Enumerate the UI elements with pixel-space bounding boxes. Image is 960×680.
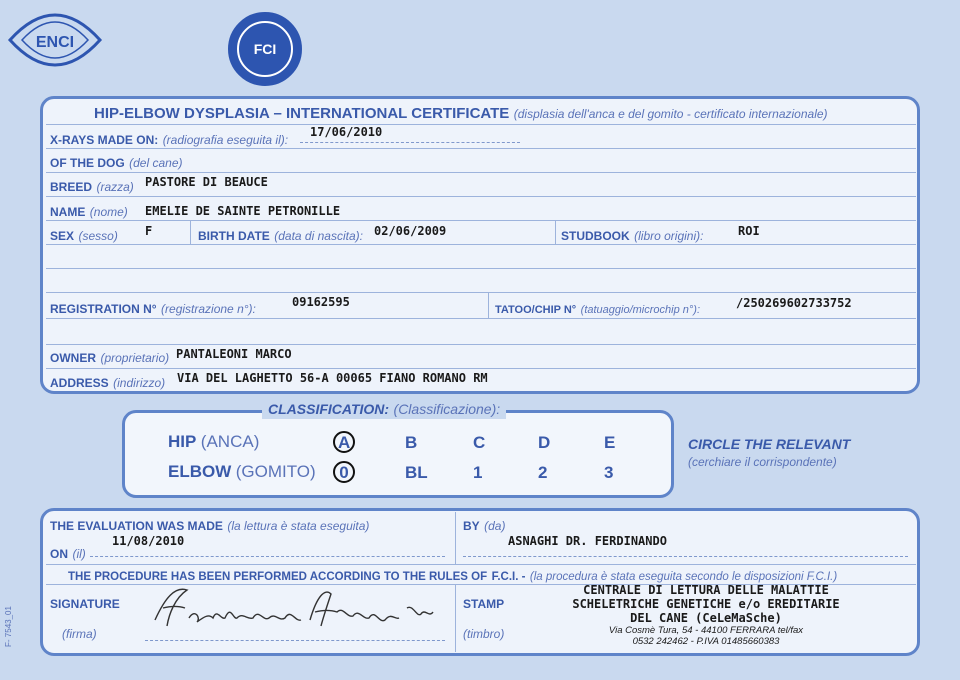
procedure-label: THE PROCEDURE HAS BEEN PERFORMED ACCORDING TO THE RULES OF [68, 571, 488, 583]
birth-label: BIRTH DATE [198, 229, 270, 243]
registration-label-it: (registrazione n°): [161, 302, 256, 316]
birth-label-it: (data di nascita): [274, 229, 363, 243]
elbow-selected-circle [333, 461, 355, 483]
hip-grade-c[interactable]: C [473, 433, 486, 452]
elbow-label: ELBOW [168, 462, 232, 481]
circle-instruction: CIRCLE THE RELEVANT [688, 436, 851, 452]
chip-row [495, 300, 700, 318]
stamp-line-5: 0532 242462 - P.IVA 01485660383 [632, 636, 780, 647]
classification-title-it: (Classificazione): [393, 401, 501, 417]
elbow-label-it: (GOMITO) [235, 462, 316, 481]
breed-label: BREED [50, 180, 93, 194]
owner-label-it: (proprietario) [100, 351, 170, 365]
hip-row-label [168, 432, 259, 452]
xrays-label-it: (radiografia eseguita il): [162, 133, 289, 147]
studbook-label: STUDBOOK [561, 229, 630, 243]
circle-instruction-it: (cerchiare il corrispondente) [688, 455, 837, 469]
form-code: F- 7543_01 [3, 606, 13, 647]
address-label-it: (indirizzo) [113, 376, 166, 390]
signature-label-it: (firma) [62, 627, 97, 641]
elbow-grade-3[interactable]: 3 [604, 463, 614, 482]
name-row [50, 203, 128, 221]
xrays-label: X-RAYS MADE ON: [50, 133, 159, 147]
evaluation-made-label-it: (la lettura è stata eseguita) [227, 519, 370, 533]
elbow-grade-0[interactable]: 0 [339, 463, 349, 482]
breed-label-it: (razza) [96, 180, 134, 194]
sex-label: SEX [50, 229, 75, 243]
procedure-label-it: (la procedura è stata eseguita secondo le disposizioni F.C.I.) [529, 571, 838, 583]
evaluation-by-label-it: (da) [484, 519, 506, 533]
enci-logo-text: ENCI [35, 34, 75, 51]
evaluation-by-value: ASNAGHI DR. FERDINANDO [508, 534, 667, 548]
enci-logo [0, 0, 110, 80]
stamp-line-2: SCHELETRICHE GENETICHE e/o EREDITARIE [572, 597, 840, 611]
handwritten-signature [145, 578, 445, 638]
hip-grade-e[interactable]: E [604, 433, 616, 452]
hip-grade-d[interactable]: D [538, 433, 551, 452]
evaluation-on-label-it: (il) [72, 547, 86, 561]
evaluation-by-row [463, 517, 505, 535]
breed-value: PASTORE DI BEAUCE [145, 175, 268, 189]
name-value: EMELIE DE SAINTE PETRONILLE [145, 204, 341, 218]
signature-label: SIGNATURE [50, 597, 120, 611]
certificate-title [94, 105, 828, 123]
birth-value: 02/06/2009 [374, 224, 447, 238]
registration-row [50, 300, 256, 318]
stamp-line-1: CENTRALE DI LETTURA DELLE MALATTIE [583, 583, 829, 597]
owner-label: OWNER [50, 351, 96, 365]
elbow-grade-bl[interactable]: BL [405, 463, 428, 482]
stamp-line-4: Via Cosmè Tura, 54 - 44100 FERRARA tel/fax [608, 625, 804, 636]
xrays-value: 17/06/2010 [310, 125, 383, 139]
sex-label-it: (sesso) [78, 229, 118, 243]
chip-label: TATOO/CHIP N° [495, 304, 577, 316]
address-row [50, 374, 165, 392]
owner-row [50, 349, 169, 367]
dog-label: OF THE DOG [50, 156, 125, 170]
classification-panel [122, 410, 674, 498]
address-label: ADDRESS [50, 376, 109, 390]
chip-label-it: (tatuaggio/microchip n°): [580, 304, 700, 316]
evaluation-made-row [50, 517, 369, 535]
classification-title-en: CLASSIFICATION: [268, 401, 390, 417]
fci-logo-text: FCI [253, 41, 277, 57]
sex-row [50, 227, 118, 245]
procedure-fci: F.C.I. - [491, 571, 526, 583]
stamp-label-it: (timbro) [463, 627, 505, 641]
registration-value: 09162595 [292, 295, 350, 309]
owner-value: PANTALEONI MARCO [176, 347, 292, 361]
dog-label-it: (del cane) [129, 156, 183, 170]
elbow-grade-2[interactable]: 2 [538, 463, 548, 482]
xrays-row [50, 131, 288, 149]
stamp-line-3: DEL CANE (CeLeMaSche) [630, 611, 782, 625]
hip-label: HIP [168, 432, 197, 451]
certificate-title-it: (displasia dell'anca e del gomito - certificato internazionale) [513, 107, 828, 121]
evaluation-on-label: ON [50, 547, 68, 561]
classification-title [262, 401, 506, 419]
studbook-value: ROI [738, 224, 760, 238]
hip-label-it: (ANCA) [200, 432, 260, 451]
elbow-grade-1[interactable]: 1 [473, 463, 483, 482]
sex-value: F [145, 224, 153, 238]
hip-grade-a[interactable]: A [338, 433, 351, 452]
evaluation-made-label: THE EVALUATION WAS MADE [50, 519, 223, 533]
name-label: NAME [50, 205, 86, 219]
stamp-block [506, 583, 906, 647]
dog-row [50, 154, 183, 172]
studbook-label-it: (libro origini): [634, 229, 704, 243]
registration-label: REGISTRATION N° [50, 302, 157, 316]
stamp-label: STAMP [463, 597, 505, 611]
evaluation-by-label: BY [463, 519, 480, 533]
breed-row [50, 178, 134, 196]
elbow-row-label [168, 462, 316, 482]
certificate-title-en: HIP-ELBOW DYSPLASIA – INTERNATIONAL CERTIFICATE [94, 105, 510, 122]
hip-selected-circle [333, 431, 355, 453]
birth-row [198, 227, 363, 245]
chip-value: /250269602733752 [736, 296, 852, 310]
hip-grade-b[interactable]: B [405, 433, 418, 452]
evaluation-on-value: 11/08/2010 [112, 534, 185, 548]
studbook-row [561, 227, 703, 245]
name-label-it: (nome) [89, 205, 128, 219]
fci-logo [228, 12, 302, 86]
address-value: VIA DEL LAGHETTO 56-A 00065 FIANO ROMANO RM [177, 371, 488, 385]
evaluation-on-row [50, 545, 86, 563]
